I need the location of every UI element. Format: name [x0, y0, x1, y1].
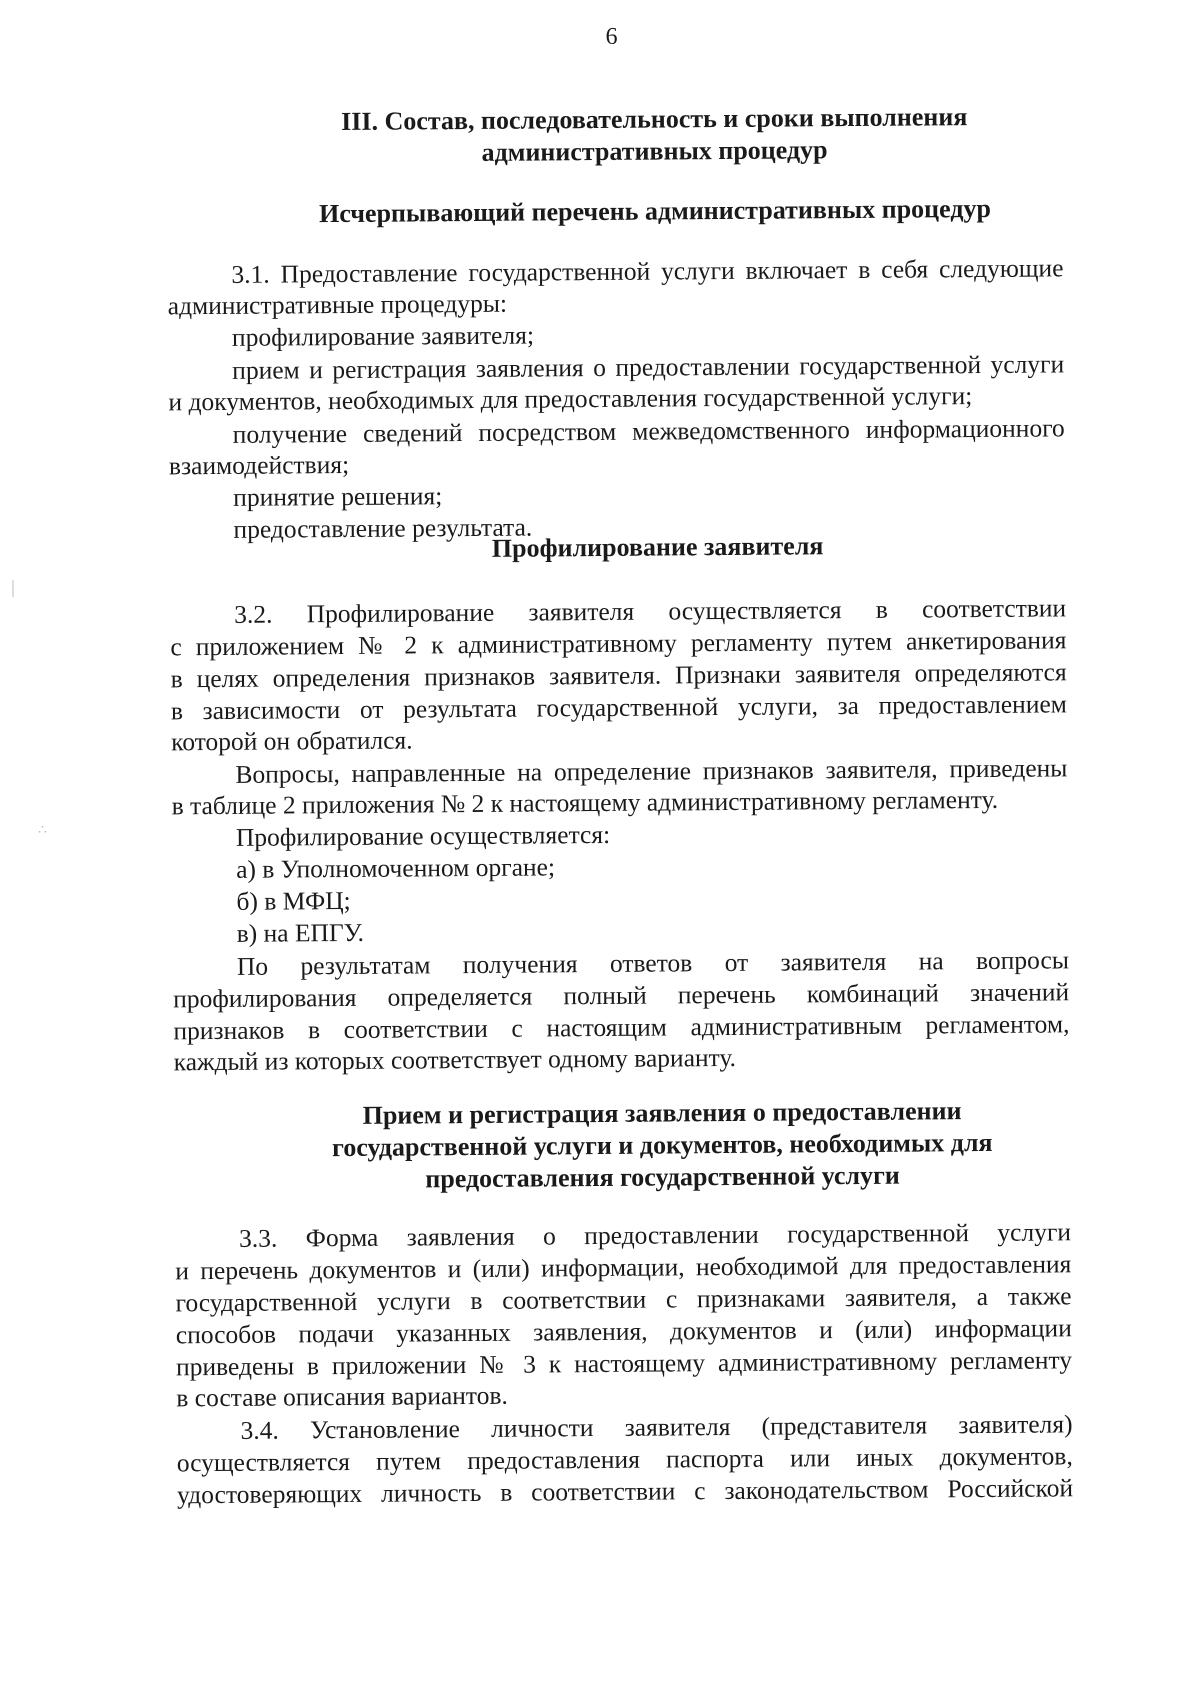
p32-line-4: в зависимости от результата государственной услуги, за предоставлением [170, 689, 1067, 726]
p32-where-a: а) в Уполномоченном органе; [236, 852, 556, 884]
paragraph-3-1 [167, 252, 1063, 291]
p33-line-6: в составе описания вариантов. [176, 1380, 508, 1413]
p33-line-5: приведены в приложении № 3 к настоящему административному регламенту [175, 1345, 1073, 1382]
subsection-3-title-line-1: Прием и регистрация заявления о предоставлении [362, 1096, 962, 1130]
subsection-title-profiling: Профилирование заявителя [491, 531, 824, 563]
p32-questions-line-2: в таблице 2 приложения № 2 к настоящему административному регламенту. [171, 784, 999, 821]
p31-line-2: административные процедуры: [167, 288, 508, 321]
subsection-title-reception [292, 1095, 1033, 1197]
page-number: 6 [605, 23, 618, 50]
subsection-3-title-line-3: предоставления государственной услуги [425, 1160, 900, 1194]
section-title-line-1: III. Состав, последовательность и сроки выполнения [341, 102, 968, 137]
p32-line-5: которой он обратился. [171, 725, 413, 757]
p33-line-3: государственной услуги в соответствии с признаками заявителя, а также [175, 1281, 1072, 1318]
p31-line-1: 3.1. Предоставление государственной услуги включает в себя следующие [231, 253, 1064, 289]
p34-line-1: 3.4. Установление личности заявителя (представителя заявителя) [240, 1409, 1073, 1445]
p31-item-reception-line-1: прием и регистрация заявления о предоставлении государственной услуги [232, 349, 1065, 385]
p32-questions-line-1: Вопросы, направленные на определение признаков заявителя, приведены [235, 753, 1068, 789]
p33-line-1: 3.3. Форма заявления о предоставлении государственной услуги [238, 1217, 1072, 1253]
p32-results-line-1: По результатам получения ответов от заявителя на вопросы [236, 945, 1070, 981]
p31-item-profiling: профилирование заявителя; [231, 320, 535, 352]
scan-speck: ∴ [38, 823, 47, 838]
section-title [284, 101, 1024, 171]
scan-speck: │ [8, 582, 18, 597]
p31-item-decision: принятие решения; [233, 481, 443, 512]
p32-line-3: в целях определения признаков заявителя. Признаки заявителя определяются [170, 657, 1067, 694]
p34-line-2: осуществляется путем предоставления паспорта или иных документов, [176, 1441, 1073, 1478]
p32-where-c: в) на ЕПГУ. [236, 917, 365, 948]
p31-item-interagency-line-2: взаимодействия; [168, 449, 350, 481]
p32-line-1: 3.2. Профилирование заявителя осуществляется в соответствии [234, 593, 1067, 629]
p32-results-line-3: признаков в соответствии с настоящим административным регламентом, [173, 1009, 1070, 1046]
p32-line-2: с приложением № 2 к административному регламенту путем анкетирования [170, 625, 1067, 662]
p31-item-result: предоставление результата. [233, 512, 533, 544]
p32-results-line-4: каждый из которых соответствует одному варианту. [173, 1042, 737, 1077]
p32-where-intro: Профилирование осуществляется: [235, 819, 611, 852]
p33-line-4: способов подачи указанных заявления, документов и (или) информации [175, 1313, 1072, 1350]
p31-item-interagency-line-1: получение сведений посредством межведомственного информационного [232, 413, 1065, 449]
p32-results-line-2: профилирования определяется полный перечень комбинаций значений [173, 977, 1070, 1014]
p34-line-3: удостоверяющих личность в соответствии с законодательством Российской [176, 1473, 1074, 1510]
subsection-3-title-line-2: государственной услуги и документов, необходимых для [331, 1127, 993, 1163]
p32-where-b: б) в МФЦ; [236, 885, 351, 916]
subsection-title-procedures-list: Исчерпывающий перечень административных процедур [318, 193, 992, 229]
section-title-line-2: административных процедур [481, 135, 828, 167]
p31-item-reception-line-2: и документов, необходимых для предоставления государственной услуги; [168, 381, 973, 417]
p31-item-interagency [169, 412, 1065, 451]
p33-line-2: и перечень документов и (или) информации, необходимой для предоставления [175, 1249, 1072, 1286]
